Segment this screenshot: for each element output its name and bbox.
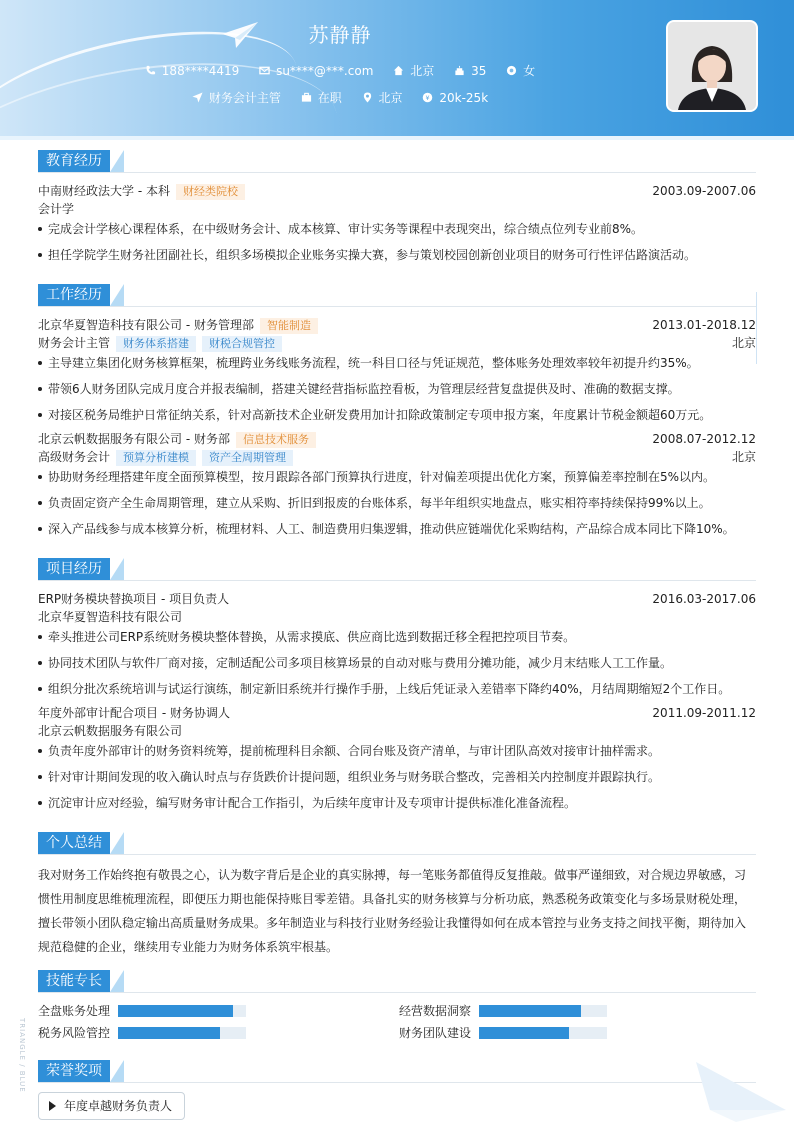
education-tag: 财经类院校 bbox=[176, 184, 245, 200]
work-skill-tag: 预算分析建模 bbox=[116, 450, 196, 466]
work-title: 财务会计主管 bbox=[38, 336, 111, 350]
section-title-awards bbox=[38, 1060, 756, 1083]
summary-text: 我对财务工作始终抱有敬畏之心，认为数字背后是企业的真实脉搏，每一笔账务都值得反复推敲。做事严谨细致，对合规边界敏感，习惯性用制度思维梳理流程，即便压力期也能保持账目零差错。具备扎实的财务核算与分析功底，熟悉税务政策变化与多场景财税处理，擅长带领小团队稳定输出高质量财务成果。多年制造业与科技行业财务经验让我懂得如何在成本管控与业务支持之间找平衡，期待加入规范稳健的企业，继续用专业能力为财务体系筑牢根基。 bbox=[38, 868, 747, 954]
target-city-text: 北京 bbox=[378, 91, 403, 105]
skill-bar bbox=[118, 1005, 246, 1017]
phone-icon bbox=[145, 65, 156, 76]
contact-row bbox=[0, 62, 680, 79]
work-title: 高级财务会计 bbox=[38, 450, 111, 464]
project-period: 2016.03-2017.06 bbox=[652, 592, 756, 606]
work-period: 2013.01-2018.12 bbox=[652, 318, 756, 332]
work-title-row bbox=[38, 335, 756, 352]
gender-text: 女 bbox=[523, 64, 536, 78]
list-item: 牵头推进公司ERP系统财务模块整体替换，从需求摸底、供应商比选到数据迁移全程把控项目节奏。 bbox=[38, 629, 766, 645]
award-item bbox=[38, 1092, 185, 1120]
location-pin-icon bbox=[362, 92, 373, 103]
avatar-portrait-icon bbox=[668, 22, 756, 110]
project-period: 2011.09-2011.12 bbox=[652, 706, 756, 720]
work-industry-tag: 智能制造 bbox=[260, 318, 318, 334]
list-item: 带领6人财务团队完成月度合并报表编制，搭建关键经营指标监控看板，为管理层经营复盘提供及时、准确的数据支撑。 bbox=[38, 381, 766, 397]
skill-item bbox=[399, 1003, 471, 1019]
play-triangle-icon bbox=[49, 1101, 56, 1111]
work-period: 2008.07-2012.12 bbox=[652, 432, 756, 446]
section-label: 项目经历 bbox=[38, 558, 110, 580]
mail-icon bbox=[259, 65, 270, 76]
header-bottom-line bbox=[0, 136, 794, 140]
section-tag-decoration bbox=[110, 150, 124, 172]
list-item: 完成会计学核心课程体系，在中级财务会计、成本核算、审计实务等课程中表现突出，综合绩点位列专业前8%。 bbox=[38, 221, 766, 237]
salary-item bbox=[422, 91, 488, 105]
work-skill-tag: 资产全周期管理 bbox=[202, 450, 293, 466]
briefcase-icon bbox=[301, 92, 312, 103]
skill-item bbox=[38, 1025, 110, 1041]
work-title-row bbox=[38, 449, 756, 466]
section-tag-decoration bbox=[110, 1060, 124, 1082]
gender-item bbox=[506, 62, 535, 79]
email-text: su****@***.com bbox=[276, 63, 374, 78]
list-item: 协同技术团队与软件厂商对接，定制适配公司多项目核算场景的自动对账与费用分摊功能，减少月末结账人工工作量。 bbox=[38, 655, 766, 671]
list-item: 组织分批次系统培训与试运行演练，制定新旧系统并行操作手册，上线后凭证录入差错率下降约40%，月结周期缩短2个工作日。 bbox=[38, 681, 766, 697]
section-tag-decoration bbox=[110, 284, 124, 306]
cake-icon bbox=[454, 65, 465, 76]
list-item: 针对审计期间发现的收入确认时点与存货跌价计提问题，组织业务与财务联合整改，完善相关内控制度并跟踪执行。 bbox=[38, 769, 766, 785]
side-watermark-label: TRIANGLE / BLUE bbox=[18, 1018, 26, 1093]
status-text: 在职 bbox=[317, 91, 342, 105]
age-text: 35 bbox=[471, 63, 487, 78]
skill-bar-fill bbox=[118, 1027, 220, 1039]
salary-text: 20k-25k bbox=[439, 90, 489, 105]
skill-name: 全盘账务处理 bbox=[38, 1004, 111, 1018]
skill-bar bbox=[118, 1027, 246, 1039]
work-company: 北京云帆数据服务有限公司 - 财务部 bbox=[38, 432, 230, 446]
target-job-text: 财务会计主管 bbox=[208, 91, 281, 105]
section-title-summary bbox=[38, 832, 756, 855]
education-school: 中南财经政法大学 - 本科 bbox=[38, 184, 170, 198]
phone-text: 188****4419 bbox=[161, 63, 240, 78]
section-title-skills bbox=[38, 970, 756, 993]
target-job-item bbox=[192, 89, 281, 106]
corner-triangle-decoration bbox=[696, 1062, 786, 1122]
skill-bar-fill bbox=[118, 1005, 233, 1017]
list-item: 沉淀审计应对经验，编写财务审计配合工作指引，为后续年度审计及专项审计提供标准化准备流程。 bbox=[38, 795, 766, 811]
list-item: 负责年度外部审计的财务资料统筹，提前梳理科目余额、合同台账及资产清单，与审计团队高效对接审计抽样需求。 bbox=[38, 743, 766, 759]
status-item bbox=[301, 89, 342, 106]
target-city-item bbox=[362, 89, 403, 106]
city-text: 北京 bbox=[410, 64, 435, 78]
work-skill-tag: 财税合规管控 bbox=[202, 336, 282, 352]
award-name: 年度卓越财务负责人 bbox=[64, 1099, 173, 1113]
project-org: 北京华夏智造科技有限公司 bbox=[38, 610, 183, 624]
work-header-row bbox=[38, 431, 756, 448]
skill-name: 经营数据洞察 bbox=[399, 1004, 472, 1018]
section-label: 荣誉奖项 bbox=[38, 1060, 110, 1082]
send-icon bbox=[192, 92, 203, 103]
work-city: 北京 bbox=[731, 450, 756, 464]
list-item: 负责固定资产全生命周期管理，建立从采购、折旧到报废的台账体系，每半年组织实地盘点，账实相符率持续保持99%以上。 bbox=[38, 495, 766, 511]
list-item: 对接区税务局维护日常征纳关系，针对高新技术企业研发费用加计扣除政策制定专项申报方案，年度累计节税金额超60万元。 bbox=[38, 407, 766, 423]
work-company: 北京华夏智造科技有限公司 - 财务管理部 bbox=[38, 318, 254, 332]
list-item: 协助财务经理搭建年度全面预算模型，按月跟踪各部门预算执行进度，针对偏差项提出优化方案，预算偏差率控制在5%以内。 bbox=[38, 469, 766, 485]
section-title-work bbox=[38, 284, 756, 307]
section-tag-decoration bbox=[110, 970, 124, 992]
phone-item bbox=[145, 64, 239, 78]
section-tag-decoration bbox=[110, 832, 124, 854]
list-item: 主导建立集团化财务核算框架，梳理跨业务线账务流程，统一科目口径与凭证规范，整体账务处理效率较年初提升约35%。 bbox=[38, 355, 766, 371]
section-title-project bbox=[38, 558, 756, 581]
skill-bar-fill bbox=[479, 1005, 581, 1017]
skill-name: 税务风险管控 bbox=[38, 1026, 111, 1040]
candidate-name: 苏静静 bbox=[308, 23, 372, 47]
skill-bar-fill bbox=[479, 1027, 569, 1039]
section-label: 个人总结 bbox=[38, 832, 110, 854]
project-name: ERP财务模块替换项目 - 项目负责人 bbox=[38, 592, 230, 606]
work-industry-tag: 信息技术服务 bbox=[236, 432, 316, 448]
project-org: 北京云帆数据服务有限公司 bbox=[38, 724, 183, 738]
project-header-row bbox=[38, 705, 756, 721]
skill-name: 财务团队建设 bbox=[399, 1026, 472, 1040]
svg-text:¥: ¥ bbox=[425, 93, 430, 102]
intention-row bbox=[0, 89, 680, 106]
skill-item bbox=[399, 1025, 471, 1041]
work-skill-tag: 财务体系搭建 bbox=[116, 336, 196, 352]
project-header-row bbox=[38, 591, 756, 607]
email-item bbox=[259, 64, 373, 78]
skill-bar bbox=[479, 1027, 607, 1039]
money-icon bbox=[422, 92, 433, 103]
divider bbox=[756, 292, 757, 364]
section-label: 教育经历 bbox=[38, 150, 110, 172]
work-header-row bbox=[38, 317, 756, 334]
education-major: 会计学 bbox=[38, 202, 75, 216]
education-period: 2003.09-2007.06 bbox=[652, 184, 756, 198]
city-item bbox=[393, 62, 434, 79]
list-item: 深入产品线参与成本核算分析，梳理材料、人工、制造费用归集逻辑，推动供应链端优化采购结构，产品综合成本同比下降10%。 bbox=[38, 521, 766, 537]
section-label: 技能专长 bbox=[38, 970, 110, 992]
gender-icon bbox=[506, 65, 517, 76]
skill-bar bbox=[479, 1005, 607, 1017]
section-tag-decoration bbox=[110, 558, 124, 580]
section-label: 工作经历 bbox=[38, 284, 110, 306]
section-title-education bbox=[38, 150, 756, 173]
education-header-row bbox=[38, 183, 756, 200]
work-city: 北京 bbox=[731, 336, 756, 350]
list-item: 担任学院学生财务社团副社长，组织多场模拟企业账务实操大赛，参与策划校园创新创业项目的财务可行性评估路演活动。 bbox=[38, 247, 766, 263]
project-name: 年度外部审计配合项目 - 财务协调人 bbox=[38, 706, 230, 720]
age-item bbox=[454, 64, 486, 78]
skill-item bbox=[38, 1003, 110, 1019]
home-icon bbox=[393, 65, 404, 76]
profile-photo bbox=[666, 20, 758, 112]
